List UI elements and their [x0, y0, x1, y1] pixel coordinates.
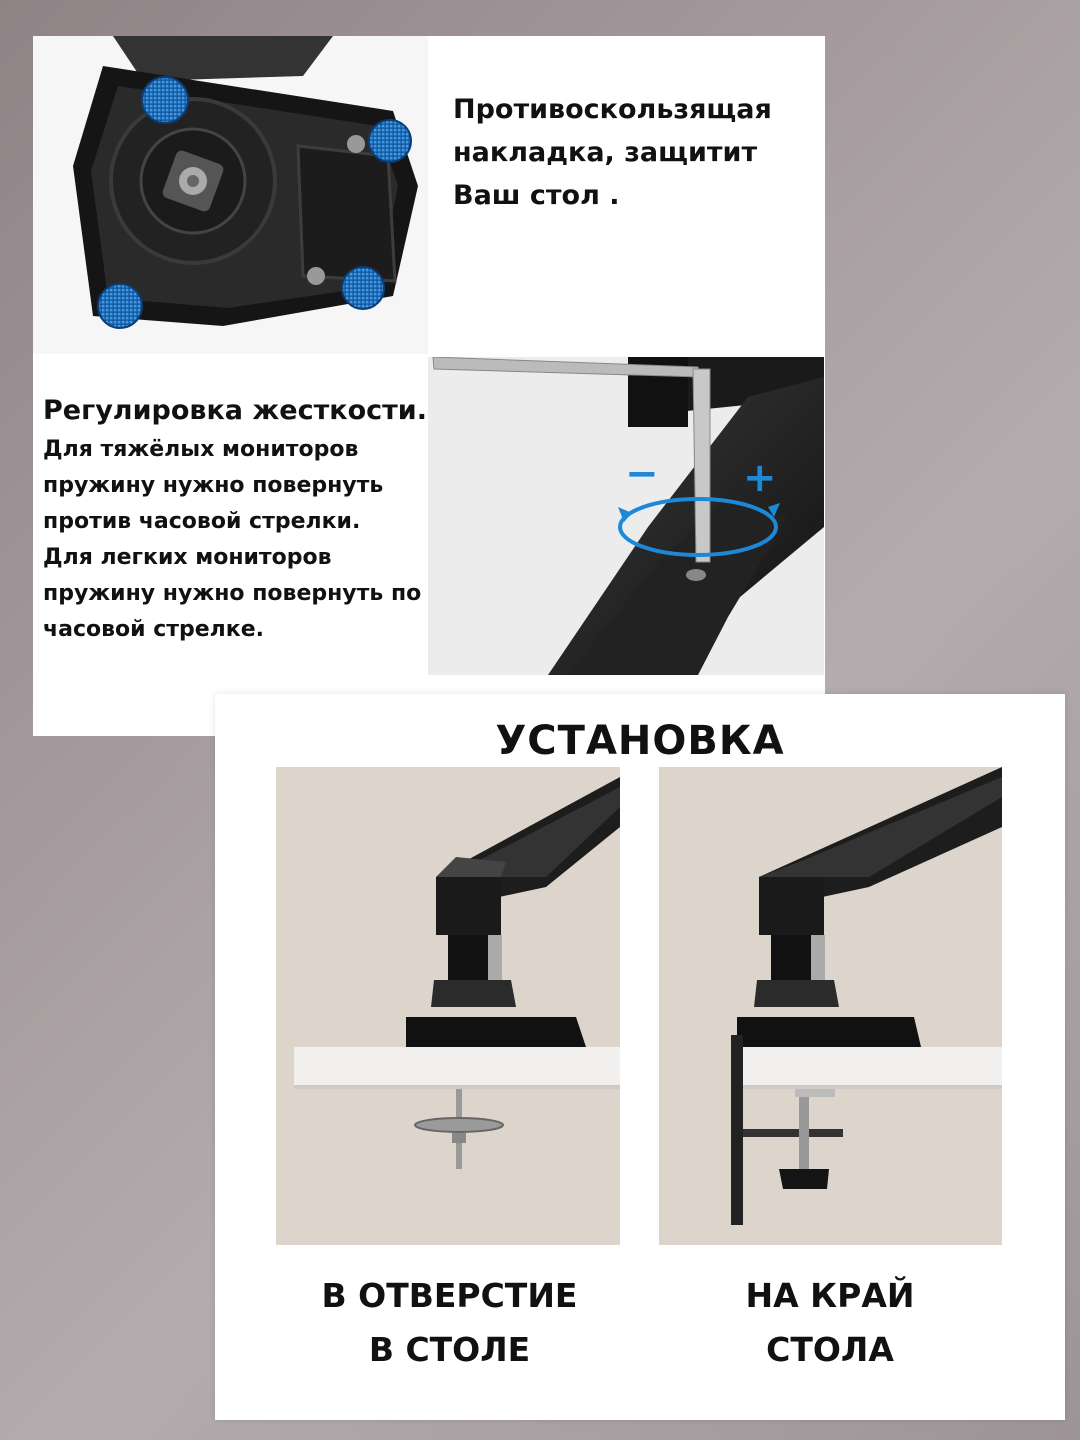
grommet-mount-caption: В ОТВЕРСТИЕ В СТОЛЕ — [321, 1276, 578, 1369]
desk-edge-mount-caption: НА КРАЙ СТОЛА — [745, 1276, 915, 1369]
svg-text:−: − — [625, 451, 659, 497]
stiffness-title: Регулировка жесткости. — [43, 395, 427, 426]
grommet-mount-photo — [276, 767, 620, 1245]
plus-sign-icon — [743, 455, 777, 501]
tension-adjustment-photo — [428, 357, 824, 675]
installation-title: УСТАНОВКА — [495, 718, 785, 764]
installation-panel — [215, 694, 1065, 1420]
anti-slip-description: Противоскользящая накладка, защитит Ваш стол . — [453, 94, 772, 211]
svg-text:+: + — [743, 455, 777, 501]
stiffness-description: Для тяжёлых мониторов пружину нужно повернуть против часовой стрелки. Для легких мониторов пружину нужно повернуть по часовой стрелке. — [43, 437, 422, 642]
minus-sign-icon — [625, 451, 659, 497]
desk-edge-mount-photo — [659, 767, 1002, 1245]
base-underside-photo — [33, 36, 428, 354]
